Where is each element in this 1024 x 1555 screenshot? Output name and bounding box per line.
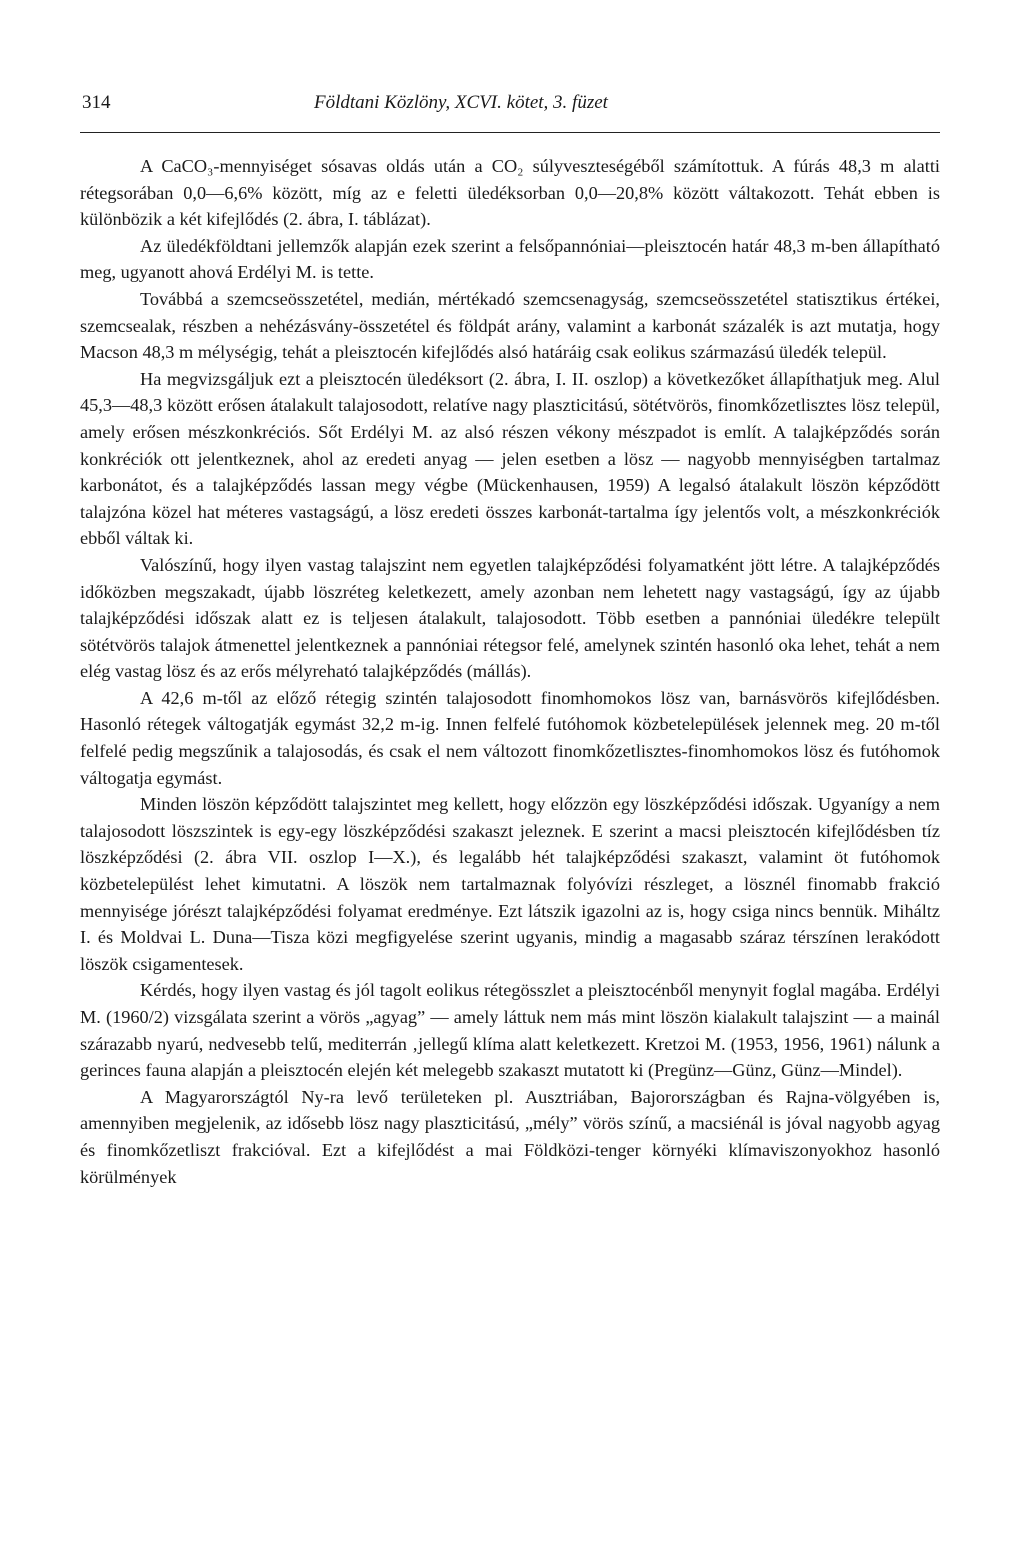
paragraph: Ha megvizsgáljuk ezt a pleisztocén üledéksort (2. ábra, I. II. oszlop) a következőket állapíthatjuk meg. Alul 45,3—48,3 között erősen átalakult talajosodott, relatíve nagy plaszticitású, sötétvörös, finomkőzetlisztes lösz települ, amely erősen mészkonkréciós. Sőt Erdélyi M. az alsó részen vékony mészpadot is említ. A talajképződés során konkréciók ott jelentkeznek, ahol az eredeti anyag — jelen esetben a lösz — nagyobb mennyiségben tartalmaz karbonátot, és a talajképződés lassan megy végbe (Mückenhausen, 1959) A legalsó átalakult löszön képződött talajzóna közel hat méteres vastagságú, a lösz eredeti összes karbonát-tartalma így jelentős volt, a mészkonkréciók ebből váltak ki. — [80, 368, 940, 549]
document-page — [80, 92, 940, 1190]
paragraph: Az üledékföldtani jellemzők alapján ezek szerint a felsőpannóniai—pleisztocén határ 48,3 m-ben állapítható meg, ugyanott ahová Erdélyi M. is tette. — [80, 235, 940, 283]
paragraph: A Magyarországtól Ny-ra levő területeken pl. Ausztriában, Bajorországban és Rajna-völgyében is, amennyiben megjelenik, az idősebb lösz nagy plaszticitású, „mély” vörös színű, a macsiénál is jóval nagyobb agyag és finomkőzetliszt frakcióval. Ezt a kifejlődést a mai Földközi-tenger környéki klímaviszonyokhoz hasonló körülmények — [80, 1086, 940, 1187]
body-text — [80, 153, 940, 1190]
paragraph: Kérdés, hogy ilyen vastag és jól tagolt eolikus rétegösszlet a pleisztocénből menynyit foglal magába. Erdélyi M. (1960/2) vizsgálata szerint a vörös „agyag” — amely láttuk nem más mint löszön kialakult talajszint — a mainál szárazabb nyarú, nedvesebb telű, mediterrán ‚jellegű klíma alatt keletkezett. Kretzoi M. (1953, 1956, 1961) nálunk a gerinces fauna alapján a pleisztocén elején két melegebb szakaszt mutatott ki (Pregünz—Günz, Günz—Mindel). — [80, 980, 940, 1081]
running-head: Földtani Közlöny, XCVI. kötet, 3. füzet — [314, 92, 608, 113]
page-number: 314 — [82, 92, 111, 113]
paragraph: Továbbá a szemcseösszetétel, medián, mértékadó szemcsenagyság, szemcseösszetétel statisztikus értékei, szemcsealak, részben a nehézásvány-összetétel és földpát arány, valamint a karbonát százalék is azt mutatja, hogy Macson 48,3 m mélységig, tehát a pleisztocén kifejlődés alsó határáig csak eolikus származású üledék települ. — [80, 288, 940, 363]
page-header — [80, 92, 940, 133]
paragraph: Minden löszön képződött talajszintet meg kellett, hogy előzzön egy löszképződési időszak. Ugyanígy a nem talajosodott löszszintek is egy-egy löszképződési szakaszt jeleznek. E szerint a macsi pleisztocén kifejlődésben tíz löszképződési (2. ábra VII. oszlop I—X.), és legalább hét talajképződési szakaszt, valamint öt futóhomok közbetelepülést lehet kimutatni. A löszök nem tartalmaznak folyóvízi részleget, a lösznél finomabb frakció mennyisége jórészt talajképződési folyamat eredménye. Ezt látszik igazolni az is, hogy csiga nincs bennük. Miháltz I. és Moldvai L. Duna—Tisza közi megfigyelése szerint ugyanis, mindig a magasabb száraz térszínen lerakódott löszök csigamentesek. — [80, 794, 940, 974]
paragraph: A 42,6 m-től az előző rétegig szintén talajosodott finomhomokos lösz van, barnásvörös kifejlődésben. Hasonló rétegek váltogatják egymást 32,2 m-ig. Innen felfelé futóhomok közbetelepülések jelennek meg. 20 m-től felfelé pedig megszűnik a talajosodás, és csak el nem változott finomkőzetlisztes-finomhomokos lösz és futóhomok váltogatja egymást. — [80, 687, 940, 788]
paragraph: A CaCO₃-mennyiséget sósavas oldás után a CO₂ súlyveszteségéből számítottuk. A fúrás 48,3 m alatti rétegsorában 0,0—6,6% között, míg az e feletti üledéksorban 0,0—20,8% között váltakozott. Tehát ebben is különbözik a két kifejlődés (2. ábra, I. táblázat). — [80, 156, 940, 230]
paragraph: Valószínű, hogy ilyen vastag talajszint nem egyetlen talajképződési folyamatként jött létre. A talajképződés időközben megszakadt, újabb löszréteg keletkezett, amely azonban nem lehetett nagy vastagságú, így az újabb talajképződési időszak alatt ez is teljesen átalakult, talajosodott. Több esetben a pannóniai üledékre települt sötétvörös talajok átmenettel jelentkeznek a pannóniai rétegsor felé, amelynek szintén hasonló oka lehet, tehát a nem elég vastag lösz és az erős mélyreható talajképződés (mállás). — [80, 554, 940, 682]
